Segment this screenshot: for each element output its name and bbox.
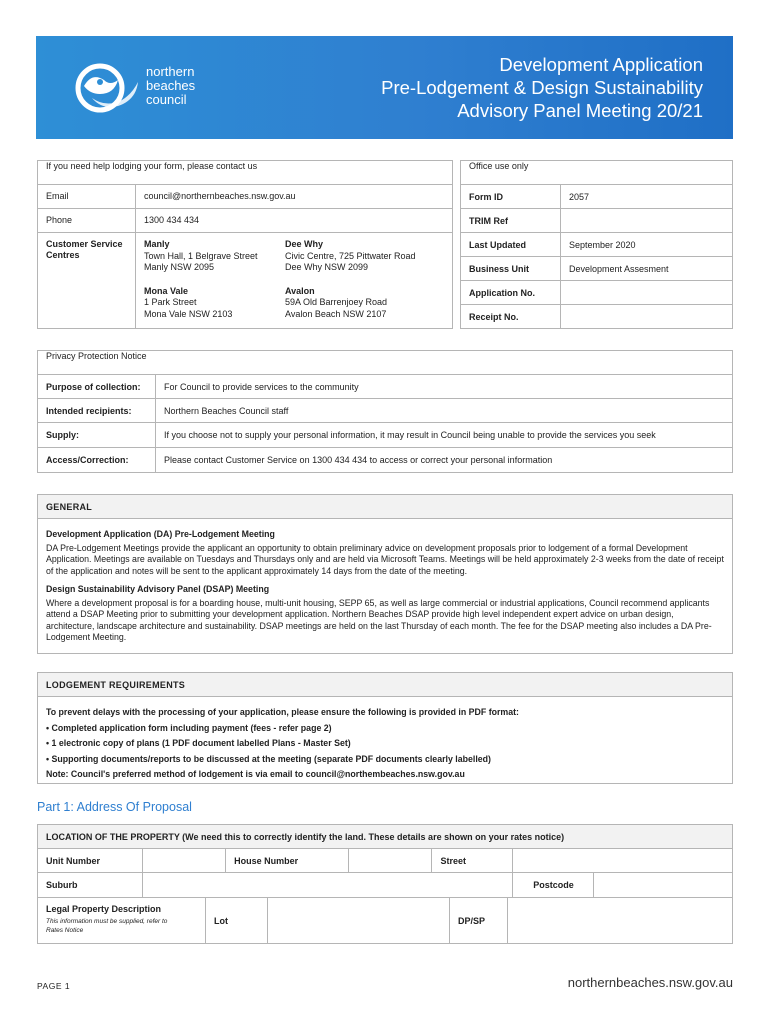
postcode-field[interactable] <box>594 873 733 898</box>
privacy-access-label: Access/Correction: <box>38 448 156 473</box>
part1-title: Part 1: Address Of Proposal <box>37 800 192 814</box>
receipt-no-field[interactable] <box>561 305 733 329</box>
brand-line-2: beaches <box>146 78 196 93</box>
lodgement-intro: To prevent delays with the processing of your application, please ensure the following is provided in PDF format: <box>46 707 519 717</box>
application-no-label: Application No. <box>461 281 561 305</box>
footer-website: northernbeaches.nsw.gov.au <box>567 975 733 990</box>
phone-value: 1300 434 434 <box>136 209 453 233</box>
receipt-no-label: Receipt No. <box>461 305 561 329</box>
privacy-supply-label: Supply: <box>38 423 156 448</box>
title-line-1: Development Application <box>499 54 703 75</box>
service-centres <box>136 233 453 329</box>
dpsp-field[interactable] <box>508 898 733 944</box>
title-line-3: Advisory Panel Meeting 20/21 <box>457 100 703 121</box>
lodgement-item: • Completed application form including payment (fees - refer page 2) <box>46 722 332 733</box>
legal-label-cell <box>38 898 206 944</box>
brand-line-1: northern <box>146 64 195 79</box>
centre-name: Dee Why <box>285 239 324 249</box>
csc-label: Customer Service Centres <box>38 233 136 329</box>
location-heading: LOCATION OF THE PROPERTY (We need this to correctly identify the land. These details are shown on your rates notice) <box>38 825 733 849</box>
dpsp-label: DP/SP <box>450 898 508 944</box>
legal-description-table <box>37 897 733 944</box>
privacy-access-value: Please contact Customer Service on 1300 434 434 to access or correct your personal information <box>156 448 733 473</box>
contact-table <box>37 160 453 329</box>
header-banner <box>36 36 733 139</box>
centre-manly <box>144 239 285 274</box>
centre-suburb: Manly NSW 2095 <box>144 262 215 272</box>
centre-dee-why <box>285 239 445 274</box>
centre-name: Manly <box>144 239 170 249</box>
office-heading: Office use only <box>461 161 733 185</box>
lodgement-note: Note: Council's preferred method of lodgement is via email to council@northembeaches.nsw.gov.au <box>46 769 465 779</box>
unit-number-field[interactable] <box>142 849 226 873</box>
dsap-text: Where a development proposal is for a boarding house, multi-unit housing, SEPP 65, as well as large commercial or industrial applications, Council recommend applicants attend a DSAP Meeting prior to submitting your development application. Northern Beaches DSAP provide high level independent expert advice on urban design, architecture, landscape architecture and sustainability. DSAP meetings are held on the last Thursday of each month. The fee for the DSAP meeting also includes a DA Pre-Lodgement Meeting. <box>46 597 712 642</box>
da-prelodgement-title: Development Application (DA) Pre-Lodgement Meeting <box>46 529 275 539</box>
office-use-table <box>460 160 733 329</box>
email-label: Email <box>38 185 136 209</box>
general-heading: GENERAL <box>38 495 732 519</box>
privacy-purpose-label: Purpose of collection: <box>38 375 156 399</box>
property-location-table <box>37 824 733 898</box>
centre-address: Town Hall, 1 Belgrave Street <box>144 250 258 261</box>
privacy-supply-value: If you choose not to supply your personal information, it may result in Council being unable to provide the services you seek <box>156 423 733 448</box>
general-body <box>38 519 732 650</box>
house-number-label: House Number <box>226 849 349 873</box>
lot-label: Lot <box>206 898 268 944</box>
form-id-label: Form ID <box>461 185 561 209</box>
da-prelodgement-text: DA Pre-Lodgement Meetings provide the applicant an opportunity to obtain preliminary advice on development proposals prior to lodgement of a formal Development Application. Meetings are available on Tuesdays and Thursdays only and are held via Microsoft Teams. Meetings will be held approximately 2-3 weeks from the date of receipt of the application and notes will be sent to the applicant approximately 14 days from the date of the meeting. <box>46 542 724 576</box>
centre-suburb: Dee Why NSW 2099 <box>285 262 369 272</box>
business-unit-value: Development Assesment <box>561 257 733 281</box>
last-updated-label: Last Updated <box>461 233 561 257</box>
business-unit-label: Business Unit <box>461 257 561 281</box>
application-no-field[interactable] <box>561 281 733 305</box>
postcode-label: Postcode <box>513 873 594 898</box>
centre-address: 59A Old Barrenjoey Road <box>285 297 388 307</box>
lodgement-item: • 1 electronic copy of plans (1 PDF document labelled Plans - Master Set) <box>46 738 351 748</box>
dsap-title: Design Sustainability Advisory Panel (DSAP) Meeting <box>46 584 270 594</box>
contact-heading: If you need help lodging your form, please contact us <box>38 161 453 185</box>
general-section <box>37 494 733 654</box>
legal-description-label: Legal Property Description <box>46 904 162 914</box>
lodgement-item: • Supporting documents/reports to be discussed at the meeting (separate PDF documents clearly labelled) <box>46 753 491 764</box>
council-logo-icon <box>70 56 140 120</box>
centre-suburb: Mona Vale NSW 2103 <box>144 308 233 319</box>
phone-label: Phone <box>38 209 136 233</box>
privacy-table <box>37 350 733 473</box>
legal-description-note: This information must be supplied, refer to Rates Notice <box>46 918 168 934</box>
last-updated-value: September 2020 <box>561 233 733 257</box>
lodgement-body <box>38 697 732 789</box>
privacy-purpose-value: For Council to provide services to the community <box>156 375 733 399</box>
trim-ref-label: TRIM Ref <box>461 209 561 233</box>
lodgement-section <box>37 672 733 784</box>
centre-name: Avalon <box>285 285 315 296</box>
centre-mona-vale <box>144 286 285 321</box>
suburb-label: Suburb <box>38 873 143 898</box>
trim-ref-field[interactable] <box>561 209 733 233</box>
lot-field[interactable] <box>268 898 450 944</box>
privacy-recipients-value: Northern Beaches Council staff <box>156 399 733 423</box>
centre-suburb: Avalon Beach NSW 2107 <box>285 308 387 319</box>
centre-avalon <box>285 286 445 321</box>
unit-number-label: Unit Number <box>38 849 143 873</box>
centre-address: Civic Centre, 725 Pittwater Road <box>285 250 416 261</box>
privacy-heading: Privacy Protection Notice <box>38 351 733 375</box>
street-field[interactable] <box>513 849 733 873</box>
document-title <box>381 53 703 122</box>
email-value: council@northernbeaches.nsw.gov.au <box>136 185 453 209</box>
privacy-recipients-label: Intended recipients: <box>38 399 156 423</box>
house-number-field[interactable] <box>348 849 432 873</box>
street-label: Street <box>432 849 513 873</box>
suburb-field[interactable] <box>142 873 513 898</box>
centre-address: 1 Park Street <box>144 297 197 307</box>
council-name <box>146 65 195 107</box>
centre-name: Mona Vale <box>144 285 189 296</box>
brand-line-3: council <box>146 92 187 107</box>
lodgement-heading: LODGEMENT REQUIREMENTS <box>38 673 732 697</box>
title-line-2: Pre-Lodgement & Design Sustainability <box>381 77 703 98</box>
page-number: PAGE 1 <box>37 981 71 991</box>
form-id-value: 2057 <box>561 185 733 209</box>
